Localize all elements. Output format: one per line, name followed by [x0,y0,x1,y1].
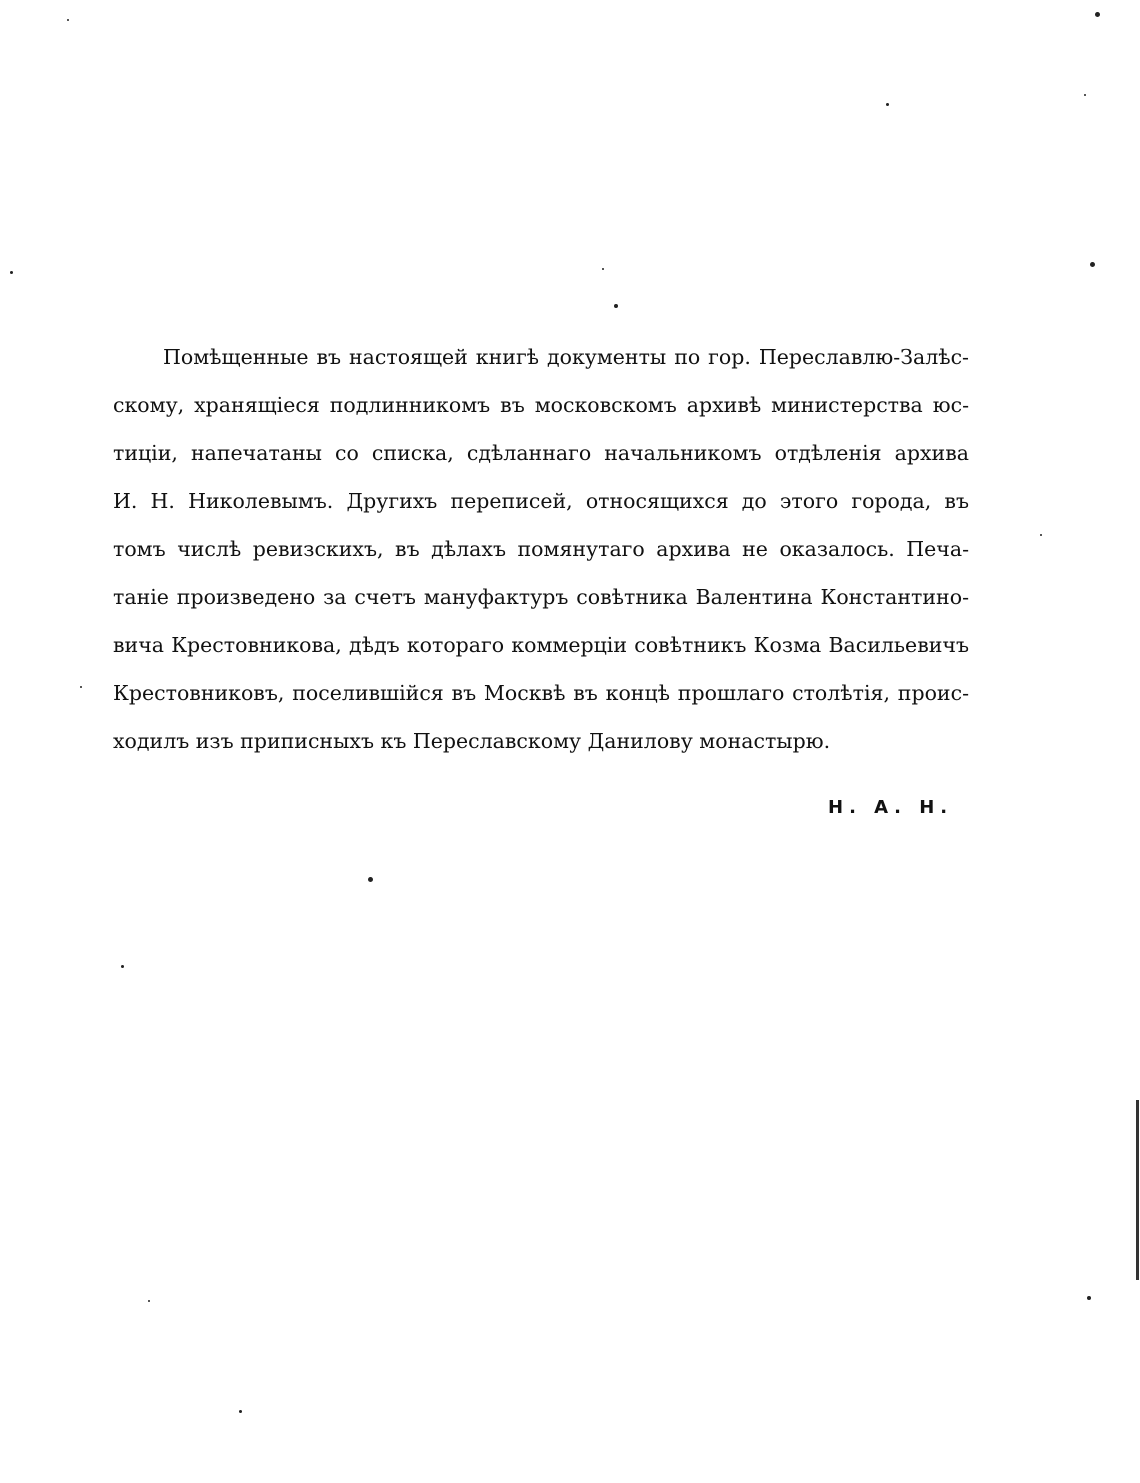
scan-speck [1087,1296,1091,1300]
scan-speck [886,103,889,106]
scan-speck [1084,94,1086,96]
scan-speck [1090,262,1095,267]
paragraph-line: вича Крестовникова, дѣдъ котораго коммерціи совѣтникъ Козма Васильевичъ [113,633,969,657]
scan-speck [368,877,373,882]
paragraph-line: скому, хранящіеся подлинникомъ въ московскомъ архивѣ министерства юс- [113,393,969,417]
scan-speck [239,1410,242,1413]
paragraph-line: Помѣщенные въ настоящей книгѣ документы по гор. Переславлю-Залѣс- [163,345,969,369]
scan-speck [1040,534,1042,536]
scan-speck [148,1300,150,1302]
scan-speck [67,19,69,21]
author-initials: Н. А. Н. [828,797,954,818]
scan-speck [614,304,618,308]
paragraph-line: И. Н. Николевымъ. Другихъ переписей, относящихся до этого города, въ [113,489,969,513]
scan-speck [80,686,82,688]
paragraph-line: ходилъ изъ приписныхъ къ Переславскому Данилову монастырю. [113,729,831,753]
scan-speck [121,965,124,968]
preface-paragraph [113,338,969,770]
paragraph-line: тиціи, напечатаны со списка, сдѣланнаго начальникомъ отдѣленія архива [113,441,969,465]
paragraph-line: таніе произведено за счетъ мануфактуръ совѣтника Валентина Константино- [113,585,969,609]
scan-edge [1136,1100,1139,1280]
scan-speck [602,268,604,270]
scan-speck [1095,12,1100,17]
paragraph-line: томъ числѣ ревизскихъ, въ дѣлахъ помянутаго архива не оказалось. Печа- [113,537,969,561]
scan-speck [10,271,13,274]
paragraph-line: Крестовниковъ, поселившійся въ Москвѣ въ концѣ прошлаго столѣтія, проис- [113,681,969,705]
